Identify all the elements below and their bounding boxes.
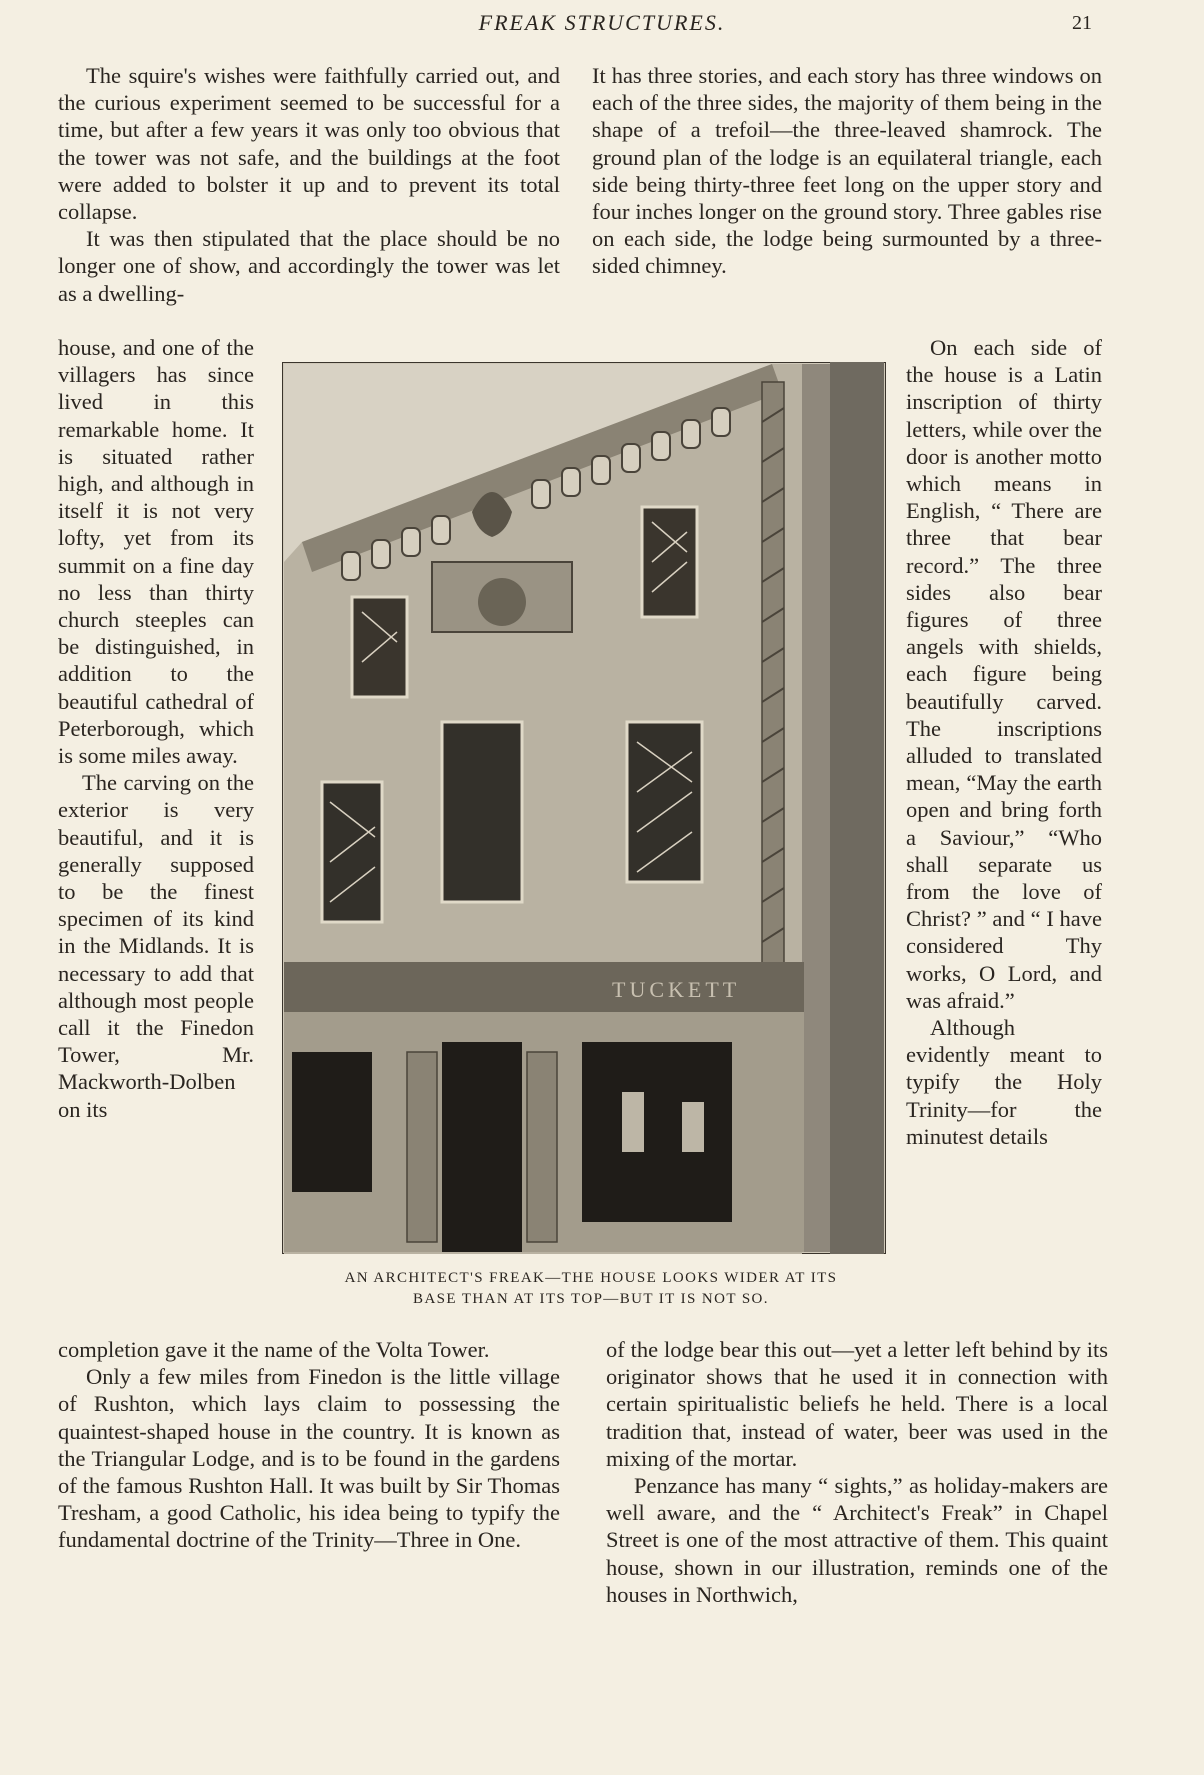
paragraph: The carving on the exterior is very beautiful, and it is generally supposed to be the finest specimen of its kind in the Midlands. It is necessary to add that although most people call it the Finedon Tower, Mr. Mackworth-Dolben on its (58, 770, 254, 1122)
figure-caption (286, 1268, 896, 1310)
paragraph: It has three stories, and each story has three windows on each of the three sides, the majority of them being in the shape of a trefoil—the three-leaved shamrock. The ground plan of the lodge is an equilateral triangle, each side being thirty-three feet long on the upper story and four inches longer on the ground story. Three gables rise on each side, the lodge being surmounted by a three-sided chimney. (592, 63, 1102, 279)
paragraph: On each side of the house is a Latin inscription of thirty letters, while over the door is another motto which means in English, “ There are three that bear record.” The three sides also bear figures of three angels with shields, each figure being beautifully carved. The inscriptions alluded to translated mean, “May the earth open and bring forth a Saviour,” “Who shall separate us from the love of Christ? ” and “ I have considered Thy works, O Lord, and was afraid.” (906, 335, 1102, 1013)
page-number: 21 (1072, 12, 1092, 34)
paragraph: The squire's wishes were faithfully carried out, and the curious experiment seemed to be successful for a time, but after a few years it was only too obvious that the tower was not safe, and the buildings at the foot were added to bolster it up and to prevent its total collapse. (58, 63, 560, 225)
right-narrow-column (906, 334, 1102, 1150)
left-column-top (58, 62, 560, 307)
paragraph: Only a few miles from Finedon is the little village of Rushton, which lays claim to possessing the quaintest-shaped house in the country. It is known as the Triangular Lodge, and is to be found in the gardens of the famous Rushton Hall. It was built by Sir Thomas Tresham, a good Catholic, his idea being to typify the fundamental doctrine of the Trinity—Three in One. (58, 1364, 560, 1553)
running-header: FREAK STRUCTURES. (478, 10, 726, 35)
right-column-bottom (606, 1336, 1108, 1608)
left-column-bottom (58, 1336, 560, 1554)
paragraph: completion gave it the name of the Volta Tower. (58, 1337, 490, 1362)
paragraph: house, and one of the villagers has since lived in this remarkable home. It is situated rather high, and although in itself it is not very lofty, yet from its summit on a fine day no less than thirty church steeples can be distinguished, in addition to the beautiful cathedral of Peterborough, which is some miles away. (58, 335, 254, 769)
building-photograph (282, 362, 886, 1254)
paragraph: Although evidently meant to typify the Holy Trinity—for the minutest details (906, 1015, 1102, 1149)
paragraph: of the lodge bear this out—yet a letter left behind by its originator shows that he used it in connection with certain spiritualistic beliefs he held. There is a local tradition that, instead of water, beer was used in the mixing of the mortar. (606, 1337, 1108, 1471)
caption-line: AN ARCHITECT'S FREAK—THE HOUSE LOOKS WIDER AT ITS (344, 1270, 838, 1286)
shop-sign: TUCKETT (612, 977, 741, 1002)
right-column-top (592, 62, 1102, 280)
caption-line: BASE THAN AT ITS TOP—BUT IT IS NOT SO. (413, 1291, 769, 1307)
paragraph: It was then stipulated that the place should be no longer one of show, and accordingly the tower was let as a dwelling- (58, 226, 560, 306)
paragraph: Penzance has many “ sights,” as holiday-makers are well aware, and the “ Architect's Freak” in Chapel Street is one of the most attractive of them. This quaint house, shown in our illustration, reminds one of the houses in Northwich, (606, 1473, 1108, 1607)
left-narrow-column (58, 334, 254, 1123)
